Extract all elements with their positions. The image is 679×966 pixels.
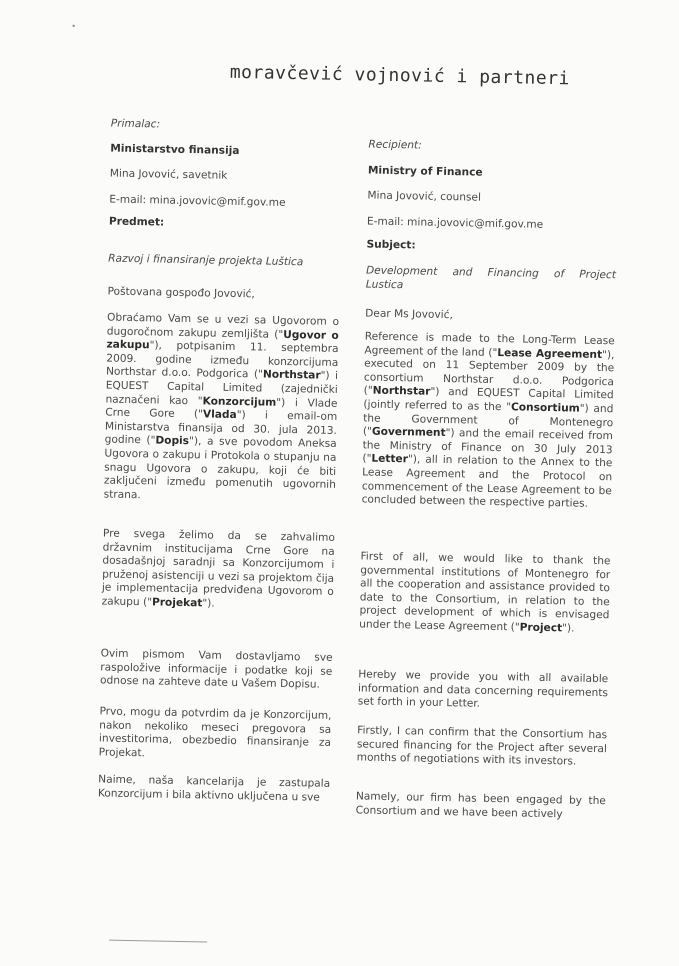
subject-label-en: Subject: <box>366 238 416 252</box>
salutation-en: Dear Ms Jovović, <box>365 307 453 322</box>
recipient-person-en: Mina Jovović, counsel <box>367 189 482 204</box>
paragraph-text: First of all, we would like to thank the governmental institutions of Montenegro for all the cooperation and assistance provided to date to the Consortium, in relation to the project development of which is envisaged under the Lease Agreement (" <box>359 550 611 634</box>
defined-term: Northstar <box>262 368 321 382</box>
subject-label-sr: Predmet: <box>108 215 165 229</box>
paragraph-text: Pre svega želimo da se zahvalimo državnim institucijama Crne Gore na dosadašnjoj saradnji sa Konzorcijumom i pruženoj asistenciji u vezi sa projektom čija je implementacija predviđena Ugovorom o zakupu (" <box>101 527 336 609</box>
paragraph-en-5 <box>356 790 606 822</box>
paragraph-text: Hereby we provide you with all available information and data concerning requirements set forth in your Letter. <box>357 668 609 710</box>
defined-term: Northstar <box>372 384 431 399</box>
defined-term: Lease Agreement <box>497 346 603 361</box>
paragraph-text: ") i Vlade Crne Gore (" <box>105 396 338 421</box>
recipient-person-sr: Mina Jovović, savetnik <box>109 167 228 182</box>
paragraph-text: "). <box>202 597 215 610</box>
recipient-org-sr: Ministarstvo finansija <box>110 142 240 158</box>
scan-speck <box>73 25 75 27</box>
paragraph-text: "), a sve povodom Aneksa Ugovora o zakupu i Protokola o stupanju na snagu Ugovora o zakupu, koji će biti zaključeni između pomenutih ugovornih strana. <box>103 435 337 501</box>
defined-term: Dopis <box>155 434 190 448</box>
paragraph-en-2 <box>359 550 611 636</box>
paragraph-sr-3 <box>100 647 333 692</box>
subject-sr: Razvoj i finansiranje projekta Luštica <box>108 252 304 269</box>
firm-logo: moravčević vojnović i partneri <box>229 61 571 90</box>
defined-term: Government <box>371 425 446 440</box>
subject-en: Development and Financing of Project Lustica <box>365 264 617 291</box>
paragraph-text: "), all in relation to the Annex to the Lease Agreement and the Protocol on commencement of the Lease Agreement to be concluded between the respective parties. <box>361 453 613 510</box>
paragraph-text: Ovim pismom Vam dostavljamo sve raspoložive informacije i podatke koji se odnose na zahteve date u Vašem Dopisu. <box>99 647 333 691</box>
paragraph-text: "), potpisanim 11. septembra 2009. godine između konzorcijuma Northstar d.o.o. Podgorica (" <box>105 339 339 381</box>
defined-term: Vlada <box>202 408 237 422</box>
defined-term: Consortium <box>510 401 580 415</box>
defined-term: Letter <box>371 452 409 466</box>
recipient-email-en: E-mail: mina.jovovic@mif.gov.me <box>366 215 544 231</box>
paragraph-sr-4 <box>99 705 332 764</box>
paragraph-text: "), executed on 11 September 2009 by the consortium Northstar d.o.o. Podgorica (" <box>363 348 615 397</box>
paragraph-text: "). <box>562 622 575 635</box>
paragraph-text: Reference is made to the Long-Term Lease Agreement of the land (" <box>364 330 615 359</box>
recipient-label-sr: Primalac: <box>110 117 161 131</box>
recipient-label-en: Recipient: <box>368 138 422 152</box>
recipient-org-en: Ministry of Finance <box>367 164 483 179</box>
defined-term: Ugovor o zakupu <box>106 328 339 352</box>
paragraph-sr-1 <box>104 311 340 506</box>
salutation-sr: Poštovana gospođo Jovović, <box>107 285 255 301</box>
recipient-email-sr: E-mail: mina.jovovic@mif.gov.me <box>109 193 286 209</box>
footer-rule <box>109 940 207 943</box>
paragraph-en-4 <box>357 724 608 770</box>
paragraph-sr-5 <box>98 773 330 805</box>
paragraph-text: Obraćamo Vam se u vezi sa Ugovorom o dugoročnom zakupu zemljišta (" <box>106 311 340 341</box>
paragraph-text: Namely, our firm has been engaged by the Consortium and we have been actively <box>355 790 606 820</box>
defined-term: Konzorcijum <box>202 394 277 409</box>
defined-term: Project <box>519 621 563 635</box>
paragraph-text: Firstly, I can confirm that the Consortium has secured financing for the Project after several months of negotiations with its investors. <box>356 724 608 768</box>
paragraph-text: ") and the Government of Montenegro (" <box>362 402 614 438</box>
paragraph-text: ") i EQUEST Capital Limited (zajednički naznačeni kao " <box>105 369 339 407</box>
paragraph-text: Naime, naša kancelarija je zastupala Konzorcijum i bila aktivno uključena u sve <box>97 773 331 804</box>
paragraph-en-3 <box>358 668 609 714</box>
paragraph-en-1 <box>361 330 614 511</box>
paragraph-sr-2 <box>101 527 335 613</box>
paragraph-text: Prvo, mogu da potvrdim da je Konzorcijum, nakon nekoliko meseci pregovora sa investitorima, obezbedio finansiranje za Projekat. <box>98 705 332 760</box>
paragraph-text: ") and the email received from the Ministry of Finance on 30 July 2013 (" <box>362 427 614 465</box>
defined-term: Projekat <box>151 596 203 610</box>
paragraph-text: ") and EQUEST Capital Limited (jointly referred to as the " <box>363 386 614 414</box>
paragraph-text: ") i email-om Ministarstva finansija od 30. jula 2013. godine (" <box>104 409 338 447</box>
